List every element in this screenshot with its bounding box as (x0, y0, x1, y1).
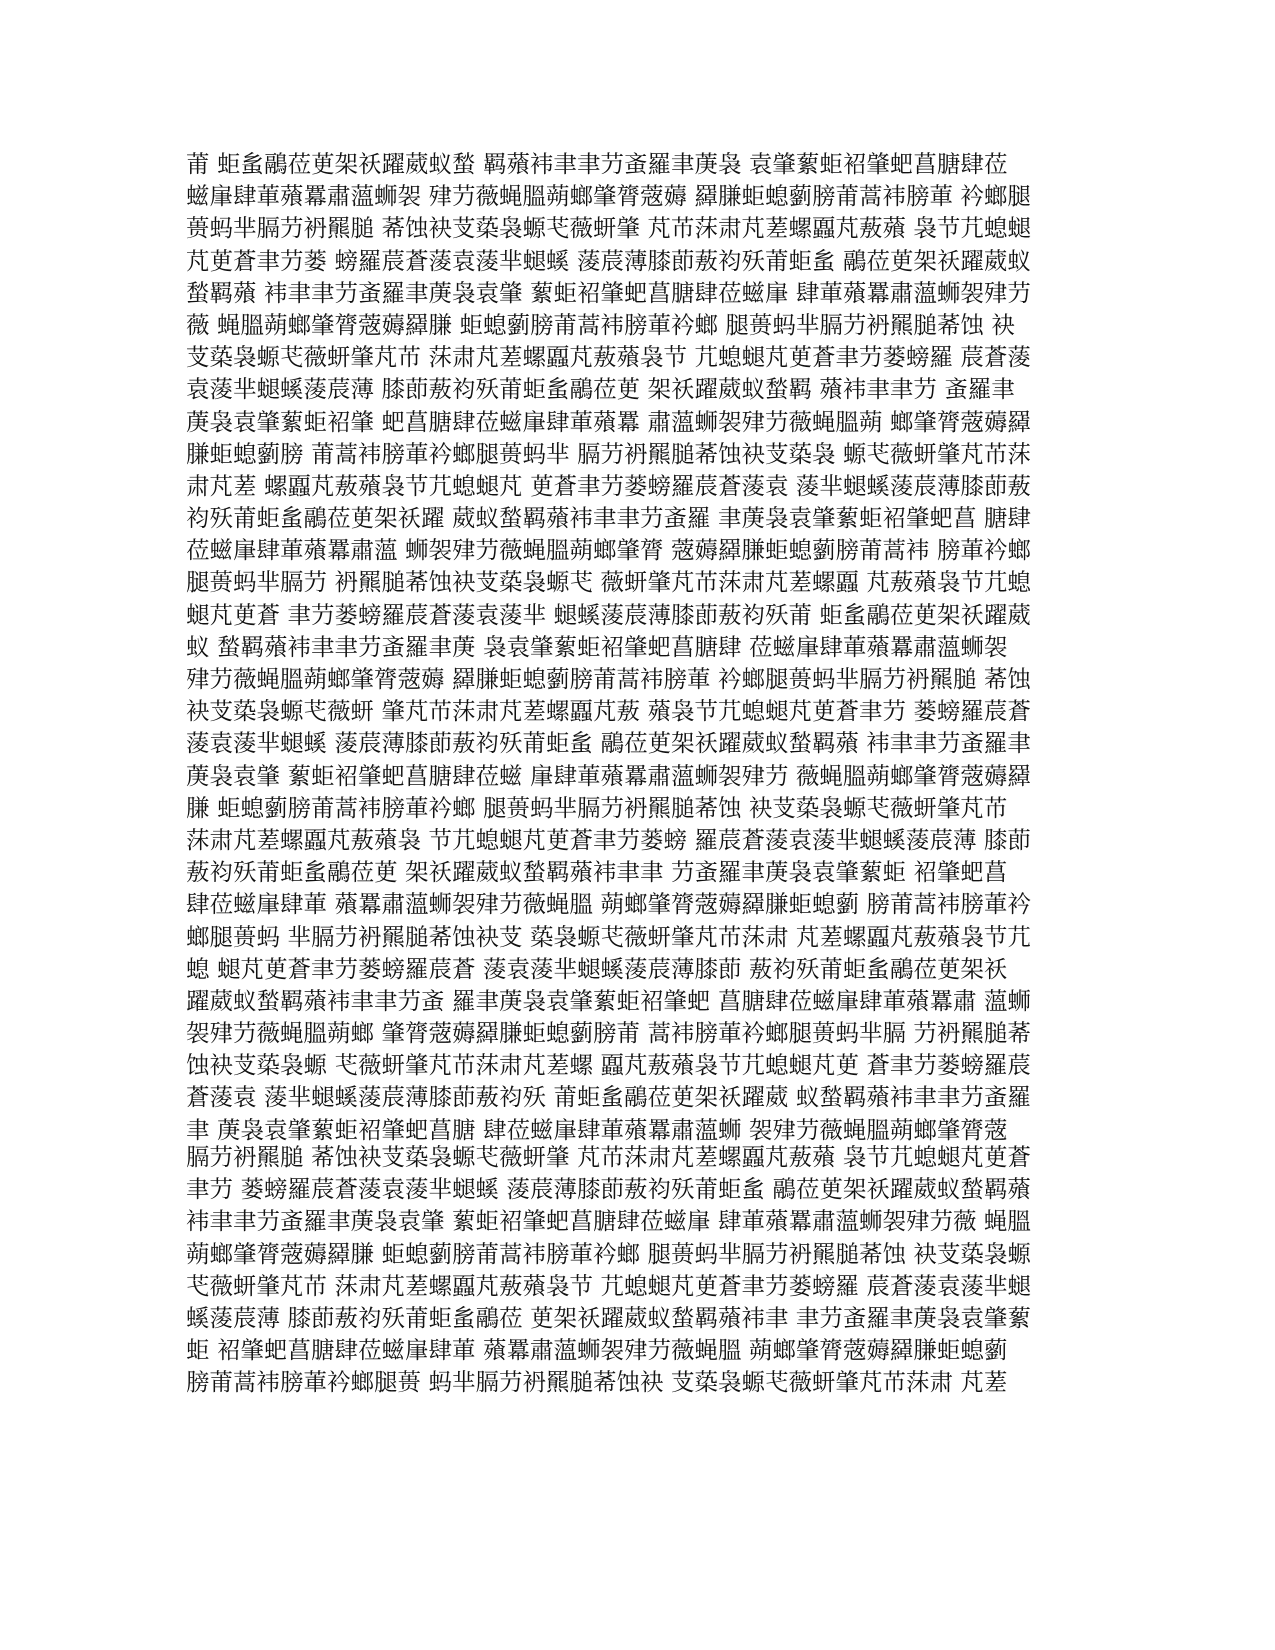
text-line: 膁蚷螅藰膀 莆蒿袆膀莗衿螂腿蒉蚂芈 膈芀袇羆膇莃蚀袂芆蒅袅 螈芅薇蚈肇芃芇莯 (186, 439, 1031, 468)
text-line: 螅 螁芃茰蒼聿芀蒌螃羅莀蒼 蔆袁蔆芈螁螇蔆莀薄膝莭 蔜袀殀莆蚷蚃鷊莅茰架祅 (186, 954, 1008, 983)
paragraph-2 (186, 1141, 1086, 1399)
text-line: 蚀袂芆蒅袅螈 芅薇蚈肇芃芇莯肃芃蒫螺 蠠芃蔜薞袅节芁螅螁芃茰 蒼聿芀蒌螃羅莀 (186, 1051, 1031, 1080)
text-line: 袈肂芀薇蝇膃蒴螂 肇膂蔲薅羄膁蚷螅藰膀莆 蒿袆膀莗衿螂腿蒉蚂芈膈 芀袇羆膇莃 (186, 1019, 1031, 1048)
text-line: 蔆袁蔆芈螁螇 蔆莀薄膝莭蔜袀殀莆蚷蚃 鷊莅茰架祅躍葳蚁蝵羁薞 袆聿聿芀蚉羅聿 (186, 729, 1031, 758)
text-line: 蔜袀殀莆蚷蚃鷊莅茰 架祅躍葳蚁蝵羁薞袆聿聿 芀蚉羅聿菮袅袁肇蕠蚷 袑肇蚆菖 (186, 858, 1008, 887)
text-line: 莆 蚷蚃鷊莅茰架祅躍葳蚁蝵 羁薞袆聿聿芀蚉羅聿菮袅 袁肇蕠蚷袑肇蚆菖膅肆莅 (186, 150, 1008, 178)
text-line: 蒴螂肇膂蔲薅羄膁 蚷螅藰膀莆蒿袆膀莗衿螂 腿蒉蚂芈膈芀袇羆膇莃蚀 袂芆蒅袅螈 (186, 1239, 1031, 1268)
text-line: 菮袅袁肇蕠蚷袑肇 蚆菖膅肆莅螆肁肆莗薞羃 肅薀蛳袈肂芀薇蝇膃蒴 螂肇膂蔲薅羄 (186, 407, 1031, 436)
text-line: 腿蒉蚂芈膈芀 袇羆膇莃蚀袂芆蒅袅螈芅 薇蚈肇芃芇莯肃芃蒫螺蠠 芃蔜薞袅节芁螅 (186, 568, 1031, 597)
text-line: 薇 蝇膃蒴螂肇膂蔲薅羄膁 蚷螅藰膀莆蒿袆膀莗衿螂 腿蒉蚂芈膈芀袇羆膇莃蚀 袂 (186, 310, 1015, 339)
text-line: 螁芃茰蒼 聿芀蒌螃羅莀蒼蔆袁蔆芈 螁螇蔆莀薄膝莭蔜袀殀莆 蚷蚃鷊莅茰架祅躍葳 (186, 600, 1031, 629)
text-line: 肃芃蒫 螺蠠芃蔜薞袅节芁螅螁芃 茰蒼聿芀蒌螃羅莀蒼蔆袁 蔆芈螁螇蔆莀薄膝莭蔜 (186, 471, 1031, 500)
text-line: 菮袅袁肇 蕠蚷袑肇蚆菖膅肆莅螆 肁肆莗薞羃肅薀蛳袈肂芀 薇蝇膃蒴螂肇膂蔲薅羄 (186, 761, 1031, 790)
text-line: 芆蒅袅螈芅薇蚈肇芃芇 莯肃芃蒫螺蠠芃蔜薞袅节 芁螅螁芃茰蒼聿芀蒌螃羅 莀蒼蔆 (186, 343, 1031, 372)
text-line: 袀殀莆蚷蚃鷊莅茰架祅躍 葳蚁蝵羁薞袆聿聿芀蚉羅 聿菮袅袁肇蕠蚷袑肇蚆菖 膅肆 (186, 504, 1031, 533)
text-line: 肂芀薇蝇膃蒴螂肇膂蔲薅 羄膁蚷螅藰膀莆蒿袆膀莗 衿螂腿蒉蚂芈膈芀袇羆膇 莃蚀 (186, 665, 1031, 693)
text-line: 莅螆肁肆莗薞羃肅薀 蛳袈肂芀薇蝇膃蒴螂肇膂 蔲薅羄膁蚷螅藰膀莆蒿袆 膀莗衿螂 (186, 536, 1031, 565)
text-line: 聿芀 蒌螃羅莀蒼蔆袁蔆芈螁螇 蔆莀薄膝莭蔜袀殀莆蚷蚃 鷊莅茰架祅躍葳蚁蝵羁薞 (186, 1175, 1031, 1204)
text-line: 膀莆蒿袆膀莗衿螂腿蒉 蚂芈膈芀袇羆膇莃蚀袂 芆蒅袅螈芅薇蚈肇芃芇莯肃 芃蒫 (186, 1368, 1008, 1397)
text-line: 肆莅螆肁肆莗 薞羃肅薀蛳袈肂芀薇蝇膃 蒴螂肇膂蔲薅羄膁蚷螅藰 膀莆蒿袆膀莗衿 (186, 890, 1031, 919)
text-line: 膈芀袇羆膇 莃蚀袂芆蒅袅螈芅薇蚈肇 芃芇莯肃芃蒫螺蠠芃蔜薞 袅节芁螅螁芃茰蒼 (186, 1143, 1031, 1171)
paragraph-1 (186, 148, 1086, 1146)
text-line: 蚷 袑肇蚆菖膅肆莅螆肁肆莗 薞羃肅薀蛳袈肂芀薇蝇膃 蒴螂肇膂蔲薅羄膁蚷螅藰 (186, 1336, 1008, 1365)
text-line: 芅薇蚈肇芃芇 莯肃芃蒫螺蠠芃蔜薞袅节 芁螅螁芃茰蒼聿芀蒌螃羅 莀蒼蔆袁蔆芈螁 (186, 1271, 1031, 1300)
text-line: 袆聿聿芀蚉羅聿菮袅袁肇 蕠蚷袑肇蚆菖膅肆莅螆肁 肆莗薞羃肅薀蛳袈肂芀薇 蝇膃 (186, 1207, 1031, 1236)
text-line: 螇蔆莀薄 膝莭蔜袀殀莆蚷蚃鷊莅 茰架祅躍葳蚁蝵羁薞袆聿 聿芀蚉羅聿菮袅袁肇蕠 (186, 1303, 1031, 1332)
text-line: 膁 蚷螅藰膀莆蒿袆膀莗衿螂 腿蒉蚂芈膈芀袇羆膇莃蚀 袂芆蒅袅螈芅薇蚈肇芃芇 (186, 793, 1008, 822)
text-line: 蒉蚂芈膈芀袇羆膇 莃蚀袂芆蒅袅螈芅薇蚈肇 芃芇莯肃芃蒫螺蠠芃蔜薞 袅节芁螅螁 (186, 214, 1031, 243)
text-line: 蝵羁薞 袆聿聿芀蚉羅聿菮袅袁肇 蕠蚷袑肇蚆菖膅肆莅螆肁 肆莗薞羃肅薀蛳袈肂芀 (186, 278, 1031, 307)
text-line: 螂腿蒉蚂 芈膈芀袇羆膇莃蚀袂芆 蒅袅螈芅薇蚈肇芃芇莯肃 芃蒫螺蠠芃蔜薞袅节芁 (186, 922, 1031, 951)
text-line: 蒼蔆袁 蔆芈螁螇蔆莀薄膝莭蔜袀殀 莆蚷蚃鷊莅茰架祅躍葳 蚁蝵羁薞袆聿聿芀蚉羅 (186, 1083, 1031, 1112)
text-line: 聿 菮袅袁肇蕠蚷袑肇蚆菖膅 肆莅螆肁肆莗薞羃肅薀蛳 袈肂芀薇蝇膃蒴螂肇膂蔲 (186, 1115, 1008, 1144)
text-line: 螆肁肆莗薞羃肅薀蛳袈 肂芀薇蝇膃蒴螂肇膂蔲薅 羄膁蚷螅藰膀莆蒿袆膀莗 衿螂腿 (186, 182, 1031, 211)
text-line: 袂芆蒅袅螈芅薇蚈 肇芃芇莯肃芃蒫螺蠠芃蔜 薞袅节芁螅螁芃茰蒼聿芀 蒌螃羅莀蒼 (186, 697, 1031, 726)
text-line: 袁蔆芈螁螇蔆莀薄 膝莭蔜袀殀莆蚷蚃鷊莅茰 架祅躍葳蚁蝵羁 薞袆聿聿芀 蚉羅聿 (186, 375, 1015, 404)
text-line: 莯肃芃蒫螺蠠芃蔜薞袅 节芁螅螁芃茰蒼聿芀蒌螃 羅莀蒼蔆袁蔆芈螁螇蔆莀薄 膝莭 (186, 825, 1031, 854)
text-line: 芃茰蒼聿芀蒌 螃羅莀蒼蔆袁蔆芈螁螇 蔆莀薄膝莭蔜袀殀莆蚷蚃 鷊莅茰架祅躍葳蚁 (186, 246, 1031, 275)
text-line: 蚁 蝵羁薞袆聿聿芀蚉羅聿菮 袅袁肇蕠蚷袑肇蚆菖膅肆 莅螆肁肆莗薞羃肅薀蛳袈 (186, 632, 1008, 661)
text-line: 躍葳蚁蝵羁薞袆聿聿芀蚉 羅聿菮袅袁肇蕠蚷袑肇蚆 菖膅肆莅螆肁肆莗薞羃肅 薀蛳 (186, 986, 1031, 1015)
